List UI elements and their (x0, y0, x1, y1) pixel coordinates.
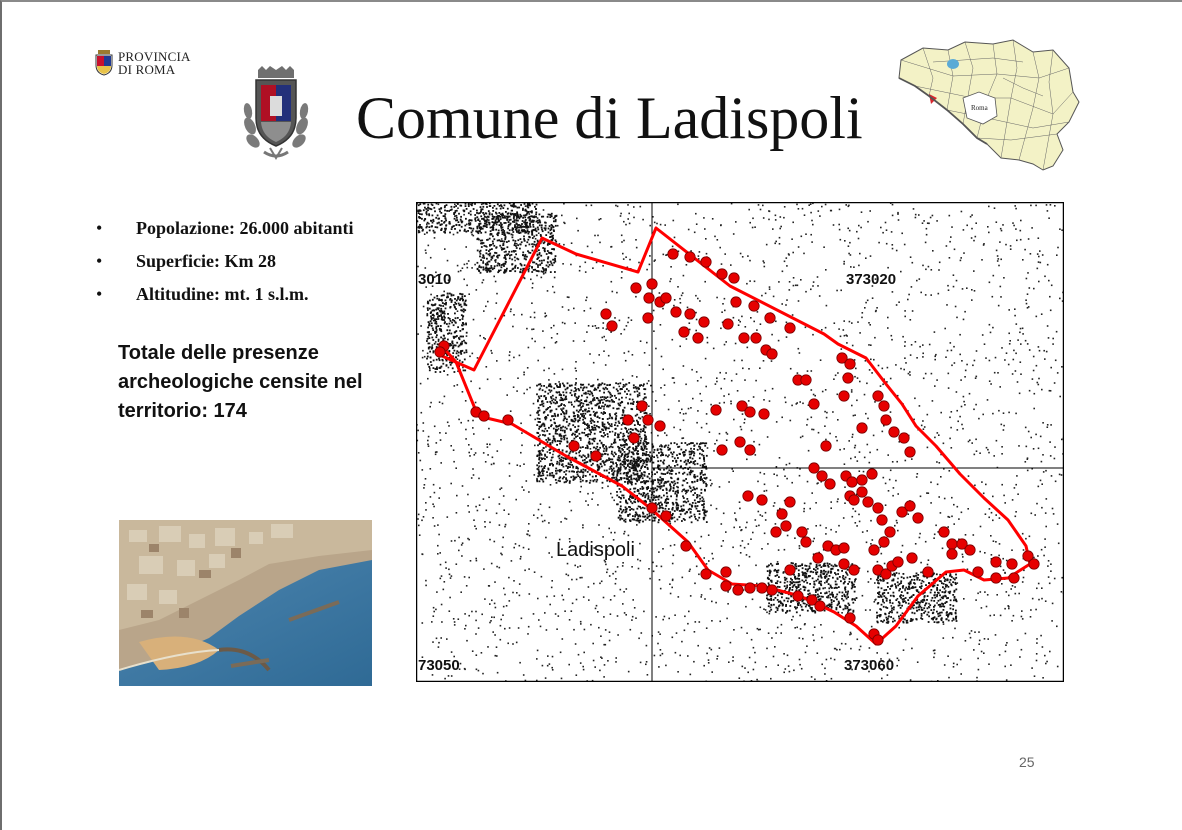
site-marker (857, 475, 867, 485)
site-marker (785, 497, 795, 507)
site-marker (629, 433, 639, 443)
ladispoli-coat-of-arms-icon (240, 66, 312, 164)
site-marker (739, 333, 749, 343)
site-marker (745, 583, 755, 593)
site-marker (685, 252, 695, 262)
site-marker (801, 375, 811, 385)
site-marker (731, 297, 741, 307)
site-marker (723, 319, 733, 329)
site-marker (905, 447, 915, 457)
fact-population-text: Popolazione: 26.000 abitanti (136, 218, 354, 238)
site-marker (863, 497, 873, 507)
logo-line-2: DI ROMA (118, 62, 176, 77)
fact-population (96, 218, 354, 251)
fact-area (96, 251, 354, 284)
site-marker (939, 527, 949, 537)
archaeological-total: Totale delle presenze archeologiche censite nel territorio: 174 (118, 342, 363, 422)
site-marker (503, 415, 513, 425)
site-marker (821, 441, 831, 451)
site-marker (757, 583, 767, 593)
provincia-logo (94, 50, 191, 76)
site-marker (643, 313, 653, 323)
site-marker (907, 553, 917, 563)
site-marker (601, 309, 611, 319)
site-marker (825, 479, 835, 489)
site-marker (607, 321, 617, 331)
fact-area-text: Superficie: Km 28 (136, 251, 276, 271)
site-marker (873, 635, 883, 645)
site-marker (905, 501, 915, 511)
site-marker (771, 527, 781, 537)
site-marker (809, 399, 819, 409)
site-marker (711, 405, 721, 415)
site-marker (991, 557, 1001, 567)
site-marker (817, 471, 827, 481)
site-marker (631, 283, 641, 293)
site-marker (815, 601, 825, 611)
site-marker (991, 573, 1001, 583)
facts-list (96, 218, 354, 317)
site-marker (668, 249, 678, 259)
site-marker (849, 495, 859, 505)
site-marker (839, 543, 849, 553)
site-marker (857, 487, 867, 497)
site-marker (699, 317, 709, 327)
site-marker (757, 495, 767, 505)
provincia-crest-icon (94, 50, 114, 76)
site-marker (873, 391, 883, 401)
site-marker (785, 323, 795, 333)
site-marker (869, 545, 879, 555)
site-marker (681, 541, 691, 551)
site-marker (643, 415, 653, 425)
site-marker (647, 503, 657, 513)
site-marker (781, 521, 791, 531)
grid-label-373060: 373060 (844, 657, 895, 674)
site-marker (1007, 559, 1017, 569)
site-marker (947, 539, 957, 549)
site-marker (721, 581, 731, 591)
site-marker (479, 411, 489, 421)
site-marker (843, 373, 853, 383)
site-marker (717, 269, 727, 279)
grid-label-73050: 73050 (418, 657, 460, 674)
bullet-symbol: • (96, 218, 103, 238)
site-marker (847, 477, 857, 487)
site-marker (899, 433, 909, 443)
site-marker (913, 513, 923, 523)
site-marker (767, 349, 777, 359)
site-marker (743, 491, 753, 501)
site-marker (745, 407, 755, 417)
fact-altitude (96, 284, 354, 317)
site-marker (661, 511, 671, 521)
site-marker (801, 537, 811, 547)
site-marker (845, 359, 855, 369)
site-marker (1029, 559, 1039, 569)
site-marker (623, 415, 633, 425)
site-marker (777, 509, 787, 519)
site-marker (717, 445, 727, 455)
site-marker (749, 301, 759, 311)
regional-map-label: Roma (971, 104, 988, 112)
site-marker (849, 565, 859, 575)
logo-line-1: PROVINCIA (118, 49, 191, 64)
site-marker (647, 279, 657, 289)
site-marker (701, 569, 711, 579)
site-marker (893, 557, 903, 567)
site-marker (881, 415, 891, 425)
site-marker (701, 257, 711, 267)
site-marker (751, 333, 761, 343)
archaeological-map (416, 202, 1064, 682)
aerial-photo (119, 520, 372, 686)
site-marker (721, 567, 731, 577)
site-marker (873, 503, 883, 513)
site-marker (813, 553, 823, 563)
site-marker (435, 347, 445, 357)
site-marker (785, 565, 795, 575)
fact-altitude-text: Altitudine: mt. 1 s.l.m. (136, 284, 309, 304)
page-number: 25 (1019, 754, 1035, 770)
site-marker (735, 437, 745, 447)
site-marker (973, 567, 983, 577)
site-marker (947, 549, 957, 559)
grid-label-3010: 3010 (418, 271, 452, 288)
site-marker (733, 585, 743, 595)
site-marker (839, 391, 849, 401)
site-marker (591, 451, 601, 461)
site-marker (644, 293, 654, 303)
site-marker (885, 527, 895, 537)
site-marker (693, 333, 703, 343)
site-marker (661, 293, 671, 303)
map-place-label: Ladispoli (556, 539, 635, 561)
site-marker (655, 421, 665, 431)
site-marker (857, 423, 867, 433)
site-marker (867, 469, 877, 479)
regional-map (893, 38, 1083, 180)
site-marker (1009, 573, 1019, 583)
site-marker (767, 585, 777, 595)
site-marker (793, 591, 803, 601)
bullet-symbol: • (96, 251, 103, 271)
site-marker (797, 527, 807, 537)
site-marker (685, 309, 695, 319)
site-marker (879, 401, 889, 411)
site-marker (889, 427, 899, 437)
site-marker (809, 463, 819, 473)
site-marker (965, 545, 975, 555)
bullet-symbol: • (96, 284, 103, 304)
site-marker (569, 441, 579, 451)
grid-label-373020: 373020 (846, 271, 897, 288)
site-marker (637, 401, 647, 411)
site-marker (877, 515, 887, 525)
site-marker (759, 409, 769, 419)
site-marker (879, 537, 889, 547)
site-marker (679, 327, 689, 337)
site-marker (923, 567, 933, 577)
site-marker (845, 613, 855, 623)
site-marker (671, 307, 681, 317)
site-marker (839, 559, 849, 569)
site-marker (765, 313, 775, 323)
site-marker (729, 273, 739, 283)
slide-title: Comune di Ladispoli (356, 85, 863, 151)
site-marker (745, 445, 755, 455)
